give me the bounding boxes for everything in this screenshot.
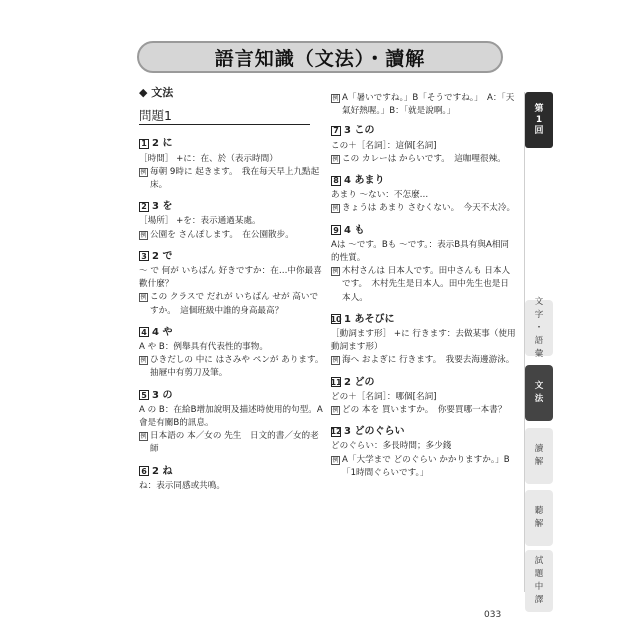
answer-item [139, 200, 324, 242]
explanation-line: Aは ～です。Bも ～です。：表示B具有與A相同的性質。 [331, 239, 510, 264]
example-line [331, 153, 516, 166]
question-number-box: 3 [139, 251, 149, 261]
answer-item [331, 313, 516, 368]
explanation-line: A の B：在給B增加說明及描述時使用的句型。A會是有關B的訊息。 [139, 404, 323, 429]
tab-char: 回 [534, 125, 544, 136]
answer-item [139, 389, 324, 457]
item-answer: 3 の [152, 389, 173, 401]
explanation-line: ～ で 何が いちばん 好きですか：在…中你最喜歡什麼？ [139, 266, 322, 290]
item-heading [331, 376, 516, 389]
item-answer: 2 で [152, 250, 173, 262]
question-number-box: 6 [139, 466, 149, 476]
example-mark-icon: 例 [332, 205, 339, 213]
item-heading [331, 174, 516, 187]
example-mark-icon: 例 [332, 94, 339, 102]
item-heading [139, 137, 324, 150]
item-heading [331, 124, 516, 137]
tab-char: 1 [535, 114, 543, 125]
item-answer: 3 どのぐらい [344, 426, 405, 438]
tab-char: 讀 [534, 444, 544, 454]
example-mark-icon: 例 [140, 357, 147, 365]
example-mark-icon: 例 [140, 294, 147, 302]
section-tab[interactable] [525, 428, 553, 484]
example-text: 日本語の 本／女の 先生 日文的書／女的老師 [150, 431, 319, 455]
example-text: どの 本を 買いますか。 你要買哪一本書？ [342, 405, 507, 416]
example-text: この クラスで だれが いちばん せが 高いですか。 這個班級中誰的身高最高？ [150, 292, 319, 316]
right-items [331, 124, 516, 480]
question-number-box: 5 [139, 390, 149, 400]
explanation-line: ［時間］ +に：在、於（表示時間） [139, 153, 278, 164]
answer-item [331, 224, 516, 305]
explanation-line: この＋［名詞］：這個[名詞] [331, 140, 437, 151]
example-line [331, 265, 516, 305]
example-line [139, 354, 328, 380]
explanation-line: ［動詞ます形］ +に 行きます：去做某事（使用動詞ます形） [331, 329, 516, 353]
example-line [331, 202, 516, 215]
example-mark-icon: 例 [332, 357, 339, 365]
example-text: A「暑いですね。」B「そうですね。」 A：「天氣好熱喔。」B：「就是說啊。」 [342, 93, 515, 117]
section-heading: ◆ 文法 [139, 86, 174, 99]
example-text: 木村さんは 日本人です。田中さんも 日本人です。 木村先生是日本人。田中先生也是日本人。 [342, 266, 511, 303]
item-answer: 4 あまり [344, 175, 385, 187]
example-mark-icon: 例 [332, 155, 339, 163]
example-line [331, 92, 516, 118]
item-answer: 4 も [344, 224, 365, 236]
item-answer: 2 どの [344, 376, 375, 388]
section-tab[interactable] [525, 490, 553, 546]
example-text: 毎朝 9時に 起きます。 我在每天早上九點起床。 [150, 166, 320, 191]
answer-item [331, 376, 516, 418]
example-line [331, 404, 516, 417]
example-mark-icon: 例 [332, 456, 339, 464]
example-text: きょうは あまり さむくない。 今天不太冷。 [342, 203, 516, 214]
question-number-box: 1 [139, 139, 149, 149]
tab-char: 題 [534, 569, 544, 579]
page-number: 033 [484, 610, 502, 620]
section-tab[interactable] [525, 365, 553, 421]
item-heading [139, 326, 324, 339]
answer-item [139, 326, 328, 381]
tab-char: 解 [534, 457, 544, 467]
answer-item [139, 250, 324, 318]
tab-char: 語 [534, 335, 544, 346]
example-line [331, 454, 516, 480]
item-answer: 4 や [152, 326, 173, 338]
tab-char: 彙 [534, 348, 544, 359]
question-number-box: 2 [139, 202, 149, 212]
tab-round-1[interactable] [525, 92, 553, 148]
example-text: 海へ およぎに 行きます。 我要去海邊游泳。 [342, 355, 515, 366]
item-answer: 1 あそびに [344, 313, 395, 325]
item-heading [331, 313, 516, 326]
mondai-heading: 問題1 [139, 109, 310, 125]
example-mark-icon: 例 [140, 433, 147, 441]
question-number-box: 8 [331, 176, 341, 186]
explanation-line: ね：表示同感或共鳴。 [139, 480, 225, 491]
section-tab[interactable] [525, 550, 553, 612]
explanation-line: どの＋［名詞］：哪個[名詞] [331, 391, 437, 402]
tab-char: 文 [534, 296, 544, 307]
question-number-box: 12 [330, 427, 342, 437]
example-line [139, 291, 324, 317]
answer-item [139, 137, 324, 192]
explanation-line: ［場所］ +を：表示通過某處。 [139, 216, 261, 227]
item-heading [139, 465, 324, 478]
item-heading [331, 224, 516, 237]
item-heading [139, 389, 324, 402]
example-mark-icon: 例 [140, 168, 147, 176]
section-tab[interactable] [525, 296, 553, 359]
answer-item [331, 425, 516, 480]
example-line [139, 229, 324, 242]
example-mark-icon: 例 [332, 268, 339, 276]
tab-char: 法 [534, 394, 544, 404]
item-heading [331, 425, 516, 438]
question-number-box: 4 [139, 327, 149, 337]
answer-item [139, 465, 324, 493]
left-items [139, 137, 328, 493]
item-heading [139, 200, 324, 213]
explanation-line: あまり ～ない：不怎麼… [331, 190, 429, 201]
item-heading [139, 250, 324, 263]
right-column [331, 92, 516, 488]
example-text: 公園を さんぽします。 在公園散步。 [150, 229, 294, 240]
example-text: A「大学まで どのぐらい かかりますか。」B「1時間ぐらいです。」 [342, 454, 510, 478]
item-answer: 3 この [344, 125, 375, 137]
tab-char: ・ [534, 322, 544, 333]
question-number-box: 7 [331, 126, 341, 136]
item-answer: 2 ね [152, 465, 173, 477]
question-number-box: 10 [330, 314, 342, 324]
tab-char: 字 [534, 309, 544, 320]
item-answer: 3 を [152, 201, 173, 213]
explanation-line: A や B：例舉具有代表性的事物。 [139, 342, 268, 353]
tab-char: 譯 [534, 595, 544, 605]
tab-char: 試 [534, 556, 544, 566]
banner-title: 語言知識（文法）・讀解 [214, 47, 426, 70]
tab-char: 聽 [534, 506, 544, 516]
question-number-box: 9 [331, 225, 341, 235]
example-mark-icon: 例 [140, 231, 147, 239]
example-text: ひきだしの 中に はさみや ペンが あります。 抽屜中有剪刀及筆。 [150, 355, 328, 379]
left-column [139, 86, 328, 501]
tab-char: 第 [534, 103, 544, 114]
tab-char: 文 [534, 381, 544, 391]
explanation-line: どのぐらい：多長時間；多少錢 [331, 441, 452, 452]
example-line [139, 166, 324, 192]
example-line [331, 354, 516, 367]
example-text: この カレーは からいです。 這咖哩很辣。 [342, 153, 506, 164]
example-mark-icon: 例 [332, 406, 339, 414]
item-answer: 2 に [152, 138, 173, 150]
example-line [139, 430, 324, 456]
chapter-banner [137, 41, 503, 73]
answer-item [331, 174, 516, 216]
answer-item [331, 124, 516, 166]
tab-char: 解 [534, 519, 544, 529]
tab-char: 中 [534, 582, 544, 592]
question-number-box: 11 [330, 377, 342, 387]
